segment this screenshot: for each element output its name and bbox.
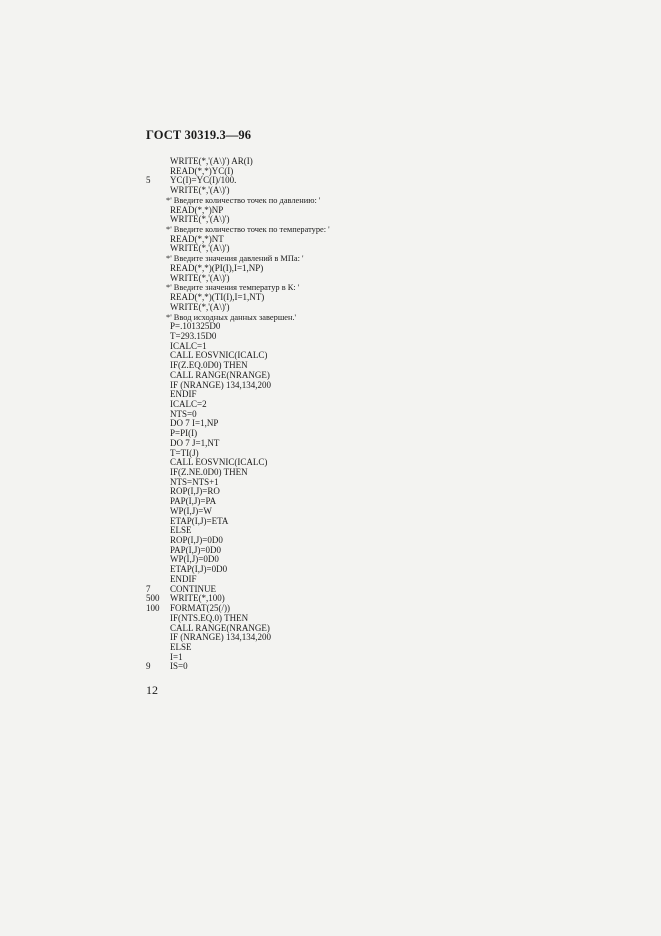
code-statement: WRITE(*,'(A\)') (170, 272, 230, 283)
code-line (0, 254, 661, 264)
code-line (0, 624, 661, 634)
code-line (0, 410, 661, 420)
code-statement: ENDIF (170, 573, 197, 584)
code-line (0, 633, 661, 643)
code-line (0, 342, 661, 352)
code-statement: IF(Z.EQ.0D0) THEN (170, 360, 248, 371)
code-line (0, 594, 661, 604)
code-line (0, 322, 661, 332)
code-line (0, 439, 661, 449)
code-line (0, 332, 661, 342)
code-statement: P=PI(I) (170, 428, 198, 439)
code-line (0, 283, 661, 293)
code-line (0, 303, 661, 313)
code-line (0, 653, 661, 663)
code-line (0, 157, 661, 167)
code-statement: READ(*,*)(PI(I),I=1,NP) (170, 262, 264, 273)
code-statement: READ(*,*)NP (170, 204, 224, 215)
statement-label: 7 (146, 583, 151, 594)
code-statement: IF (NRANGE) 134,134,200 (170, 379, 271, 390)
code-line (0, 555, 661, 565)
code-statement: ELSE (170, 641, 192, 652)
statement-label: 5 (146, 175, 151, 186)
code-line (0, 604, 661, 614)
code-line (0, 487, 661, 497)
comment-line: *' Введите значения температур в К: ' (166, 283, 300, 293)
page-number: 12 (146, 683, 158, 697)
code-line (0, 361, 661, 371)
comment-line: *' Введите количество точек по давлению: ' (166, 195, 321, 205)
code-line (0, 274, 661, 284)
code-line (0, 186, 661, 196)
code-statement: ELSE (170, 525, 192, 536)
code-statement: WRITE(*,'(A\)') (170, 214, 230, 225)
comment-line: *' Ввод исходных данных завершен.' (166, 312, 297, 322)
code-statement: IS=0 (170, 661, 188, 672)
code-line (0, 264, 661, 274)
code-line (0, 244, 661, 254)
code-line (0, 517, 661, 527)
code-statement: WRITE(*,'(A\)') (170, 185, 230, 196)
code-statement: ICALC=1 (170, 340, 207, 351)
code-line (0, 293, 661, 303)
statement-label: 9 (146, 661, 151, 672)
code-statement: ROP(I,J)=RO (170, 486, 220, 497)
code-line (0, 585, 661, 595)
code-line (0, 400, 661, 410)
code-statement: CALL EOSVNIC(ICALC) (170, 457, 268, 468)
code-line (0, 526, 661, 536)
code-line (0, 167, 661, 177)
code-statement: ETAP(I,J)=0D0 (170, 564, 228, 575)
code-line (0, 536, 661, 546)
code-line (0, 390, 661, 400)
code-line (0, 176, 661, 186)
code-statement: IF(Z.NE.0D0) THEN (170, 467, 248, 477)
code-statement: WP(I,J)=0D0 (170, 554, 219, 565)
code-statement: WRITE(*,'(A\)') (170, 301, 230, 312)
code-line (0, 497, 661, 507)
code-statement: DO 7 J=1,NT (170, 437, 220, 448)
code-statement: CALL RANGE(NRANGE) (170, 369, 270, 380)
comment-line: *' Введите значения давлений в МПа: ' (166, 254, 304, 264)
code-line (0, 478, 661, 488)
code-line (0, 215, 661, 225)
code-line (0, 507, 661, 517)
code-statement: IF(NTS.EQ.0) THEN (170, 612, 249, 623)
code-statement: WRITE(*,'(A\)') AR(I) (170, 156, 253, 166)
code-statement: ETAP(I,J)=ETA (170, 515, 229, 526)
code-statement: I=1 (170, 651, 183, 662)
code-line (0, 235, 661, 245)
code-line (0, 449, 661, 459)
code-listing (0, 157, 661, 672)
code-statement: PAP(I,J)=0D0 (170, 544, 222, 555)
code-statement: NTS=0 (170, 408, 197, 419)
code-line (0, 468, 661, 478)
code-statement: NTS=NTS+1 (170, 476, 219, 487)
code-statement: ROP(I,J)=0D0 (170, 535, 223, 546)
code-line (0, 458, 661, 468)
code-statement: P=.101325D0 (170, 321, 221, 332)
code-statement: ENDIF (170, 389, 197, 400)
code-statement: WRITE(*,'(A\)') (170, 243, 230, 254)
code-line (0, 351, 661, 361)
code-statement: ICALC=2 (170, 398, 207, 409)
code-line (0, 643, 661, 653)
code-line (0, 429, 661, 439)
code-statement: YC(I)=YC(I)/100. (170, 175, 237, 186)
code-line (0, 206, 661, 216)
code-line (0, 662, 661, 672)
code-statement: READ(*,*)NT (170, 233, 224, 244)
code-line (0, 381, 661, 391)
code-statement: T=293.15D0 (170, 330, 217, 341)
code-line (0, 565, 661, 575)
code-line (0, 419, 661, 429)
code-line (0, 371, 661, 381)
code-statement: WRITE(*,100) (170, 593, 225, 604)
code-statement: T=TI(J) (170, 447, 199, 458)
code-line (0, 196, 661, 206)
code-line (0, 575, 661, 585)
statement-label: 100 (146, 603, 160, 614)
code-statement: READ(*,*)(TI(I),I=1,NT) (170, 292, 265, 303)
code-statement: CALL EOSVNIC(ICALC) (170, 350, 268, 361)
code-statement: DO 7 I=1,NP (170, 418, 219, 429)
code-line (0, 313, 661, 323)
code-statement: PAP(I,J)=PA (170, 496, 217, 507)
document-header: ГОСТ 30319.3—96 (146, 128, 252, 142)
comment-line: *' Введите количество точек по температуре: ' (166, 225, 330, 235)
code-statement: FORMAT(25(/)) (170, 603, 230, 614)
code-line (0, 614, 661, 624)
code-statement: CALL RANGE(NRANGE) (170, 622, 270, 633)
statement-label: 500 (146, 593, 160, 604)
code-statement: READ(*,*)YC(I) (170, 165, 234, 176)
code-statement: WP(I,J)=W (170, 505, 212, 516)
code-line (0, 546, 661, 556)
code-statement: IF (NRANGE) 134,134,200 (170, 632, 271, 643)
code-line (0, 225, 661, 235)
code-statement: CONTINUE (170, 583, 216, 594)
